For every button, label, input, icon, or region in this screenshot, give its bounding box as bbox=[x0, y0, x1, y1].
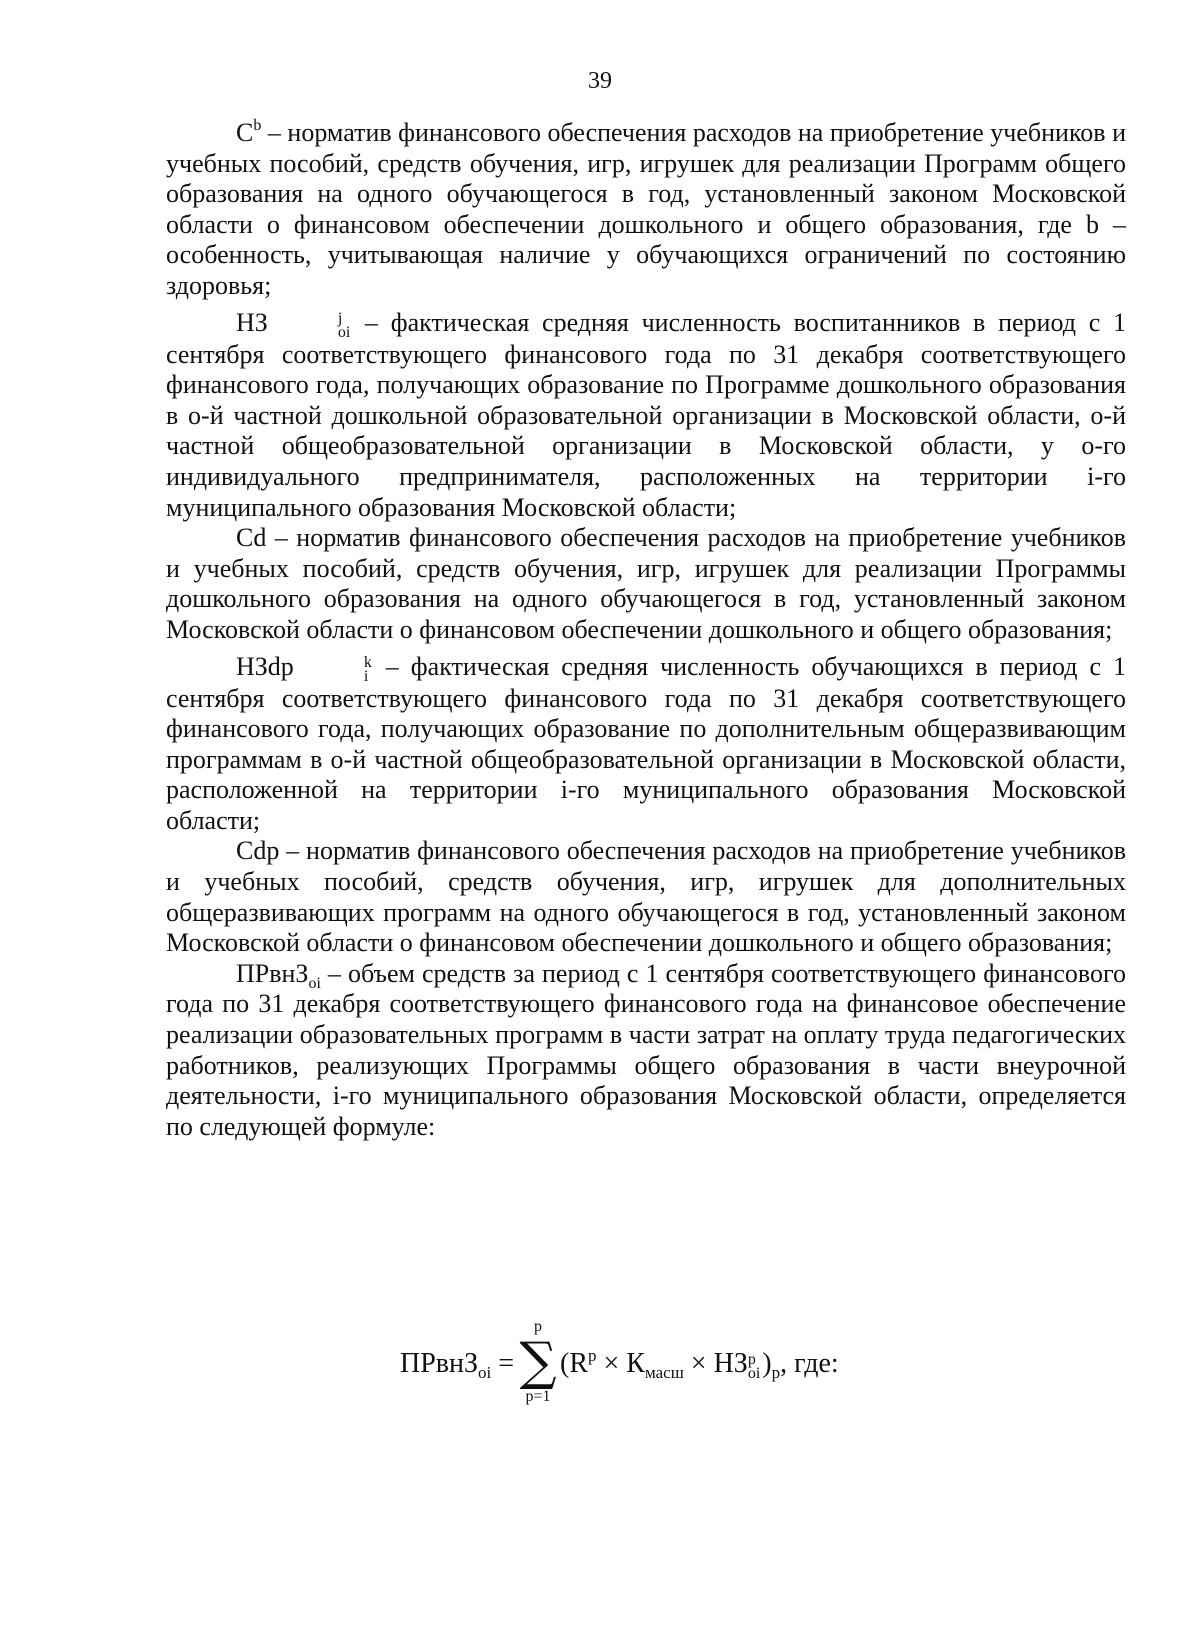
definition-paragraph-nzdp bbox=[166, 652, 1126, 837]
term-indices bbox=[268, 309, 351, 341]
term-cd: Cd bbox=[236, 523, 267, 553]
formula-r-superscript: p bbox=[588, 1346, 597, 1365]
formula-close: ) bbox=[762, 1348, 772, 1379]
formula-lhs bbox=[400, 1348, 514, 1380]
formula-times-nz: × НЗ bbox=[683, 1348, 748, 1379]
term-indices bbox=[294, 653, 372, 685]
formula-times-k: × К bbox=[596, 1348, 645, 1379]
definition-paragraph-nz bbox=[166, 308, 1126, 524]
formula-lhs-base: ПРвнЗ bbox=[400, 1348, 479, 1379]
formula-rhs bbox=[560, 1348, 839, 1381]
term-subscript: oi bbox=[308, 974, 321, 992]
term-nzdp bbox=[236, 651, 374, 685]
definition-text: – норматив финансового обеспечения расходов на приобретение учебников и учебных пособий, средств обучения, игр, игрушек для реализации Программ общего образования на одного обучающегося в год, установленный законом Московской области о финансовом обеспечении дошкольного и общего образования, где b – особенность, учитывающая наличие у обучающихся ограничений по состоянию здоровья; bbox=[166, 118, 1126, 300]
formula-nz-superscript: p bbox=[747, 1351, 756, 1368]
summation-upper-limit: p bbox=[534, 1318, 542, 1335]
definition-text: – норматив финансового обеспечения расходов на приобретение учебников и учебных пособий, средств обучения, игр, игрушек для реализации Программы дошкольного образования на одного обучающегося в год, установленный законом Московской области о финансовом обеспечении дошкольного и общего образования; bbox=[166, 523, 1126, 644]
term-superscript: k bbox=[363, 653, 372, 671]
term-superscript: j bbox=[337, 309, 343, 327]
term-base: C bbox=[236, 118, 254, 147]
term-base: НЗdp bbox=[236, 651, 294, 681]
term-superscript: b bbox=[253, 117, 262, 134]
formula-nz-indices bbox=[748, 1353, 760, 1381]
summation-sign: ∑ bbox=[519, 1332, 557, 1392]
definition-paragraph-cd bbox=[166, 523, 1126, 645]
definition-text: – объем средств за период с 1 сентября соответствующего финансового года по 31 декабря соответствующего финансового года на финансовое обеспечение реализации образовательных программ в части затрат на оплату труда педагогических работников, реализующих Программы общего образования в части внеурочной деятельности, i-го муниципального образования Московской области, определяется по следующей формуле: bbox=[166, 958, 1126, 1141]
term-prvnz bbox=[236, 958, 321, 992]
formula-tail: , где: bbox=[780, 1348, 839, 1379]
term-nz bbox=[236, 307, 352, 341]
definition-text: – фактическая средняя численность воспитанников в период с 1 сентября соответствующего финансового года по 31 декабря соответствующего финансового года, получающих образование по Программе дошкольного образования в о-й частной дошкольной образовательной организации в Московской области, о-й частной общеобразовательной организации в Московской области, у о-го индивидуального предпринимателя, расположенных на территории i-го муниципального образования Московской области; bbox=[166, 307, 1126, 522]
term-base: ПРвнЗ bbox=[236, 958, 309, 988]
term-subscript: i bbox=[363, 667, 369, 685]
page-number: 39 bbox=[588, 68, 612, 94]
definition-text: – фактическая средняя численность обучающихся в период с 1 сентября соответствующего финансового года по 31 декабря соответствующего финансового года, получающих образование по дополнительным общеразвивающим программам в о-й частной общеобразовательной организации в Московской области, расположенной на территории i-го муниципального образования Московской области; bbox=[166, 651, 1126, 835]
formula-lhs-subscript: oi bbox=[478, 1363, 492, 1382]
term-cdp: Cdp bbox=[236, 836, 280, 866]
definition-paragraph-cdp bbox=[166, 836, 1126, 958]
formula-open: (R bbox=[560, 1348, 588, 1379]
definition-text: – норматив финансового обеспечения расходов на приобретение учебников и учебных пособий, средств обучения, игр, игрушек для дополнительных общеразвивающих программ на одного обучающегося в год, установленный законом Московской области о финансовом обеспечении дошкольного и общего образования; bbox=[166, 836, 1126, 958]
summation bbox=[518, 1318, 558, 1406]
summation-lower-limit: p=1 bbox=[525, 1388, 551, 1405]
term-base: НЗ bbox=[236, 307, 268, 337]
document-body bbox=[166, 118, 1126, 1142]
formula-outer-subscript: p bbox=[771, 1363, 781, 1382]
term-subscript: oi bbox=[337, 323, 351, 341]
term-cb bbox=[236, 118, 261, 147]
formula-nz-subscript: oi bbox=[747, 1365, 761, 1382]
definition-paragraph-cb bbox=[166, 118, 1126, 302]
formula bbox=[400, 1318, 1000, 1428]
formula-equals: = bbox=[498, 1348, 515, 1379]
formula-k-subscript: масш bbox=[644, 1363, 684, 1382]
definition-paragraph-prvnz bbox=[166, 959, 1126, 1143]
